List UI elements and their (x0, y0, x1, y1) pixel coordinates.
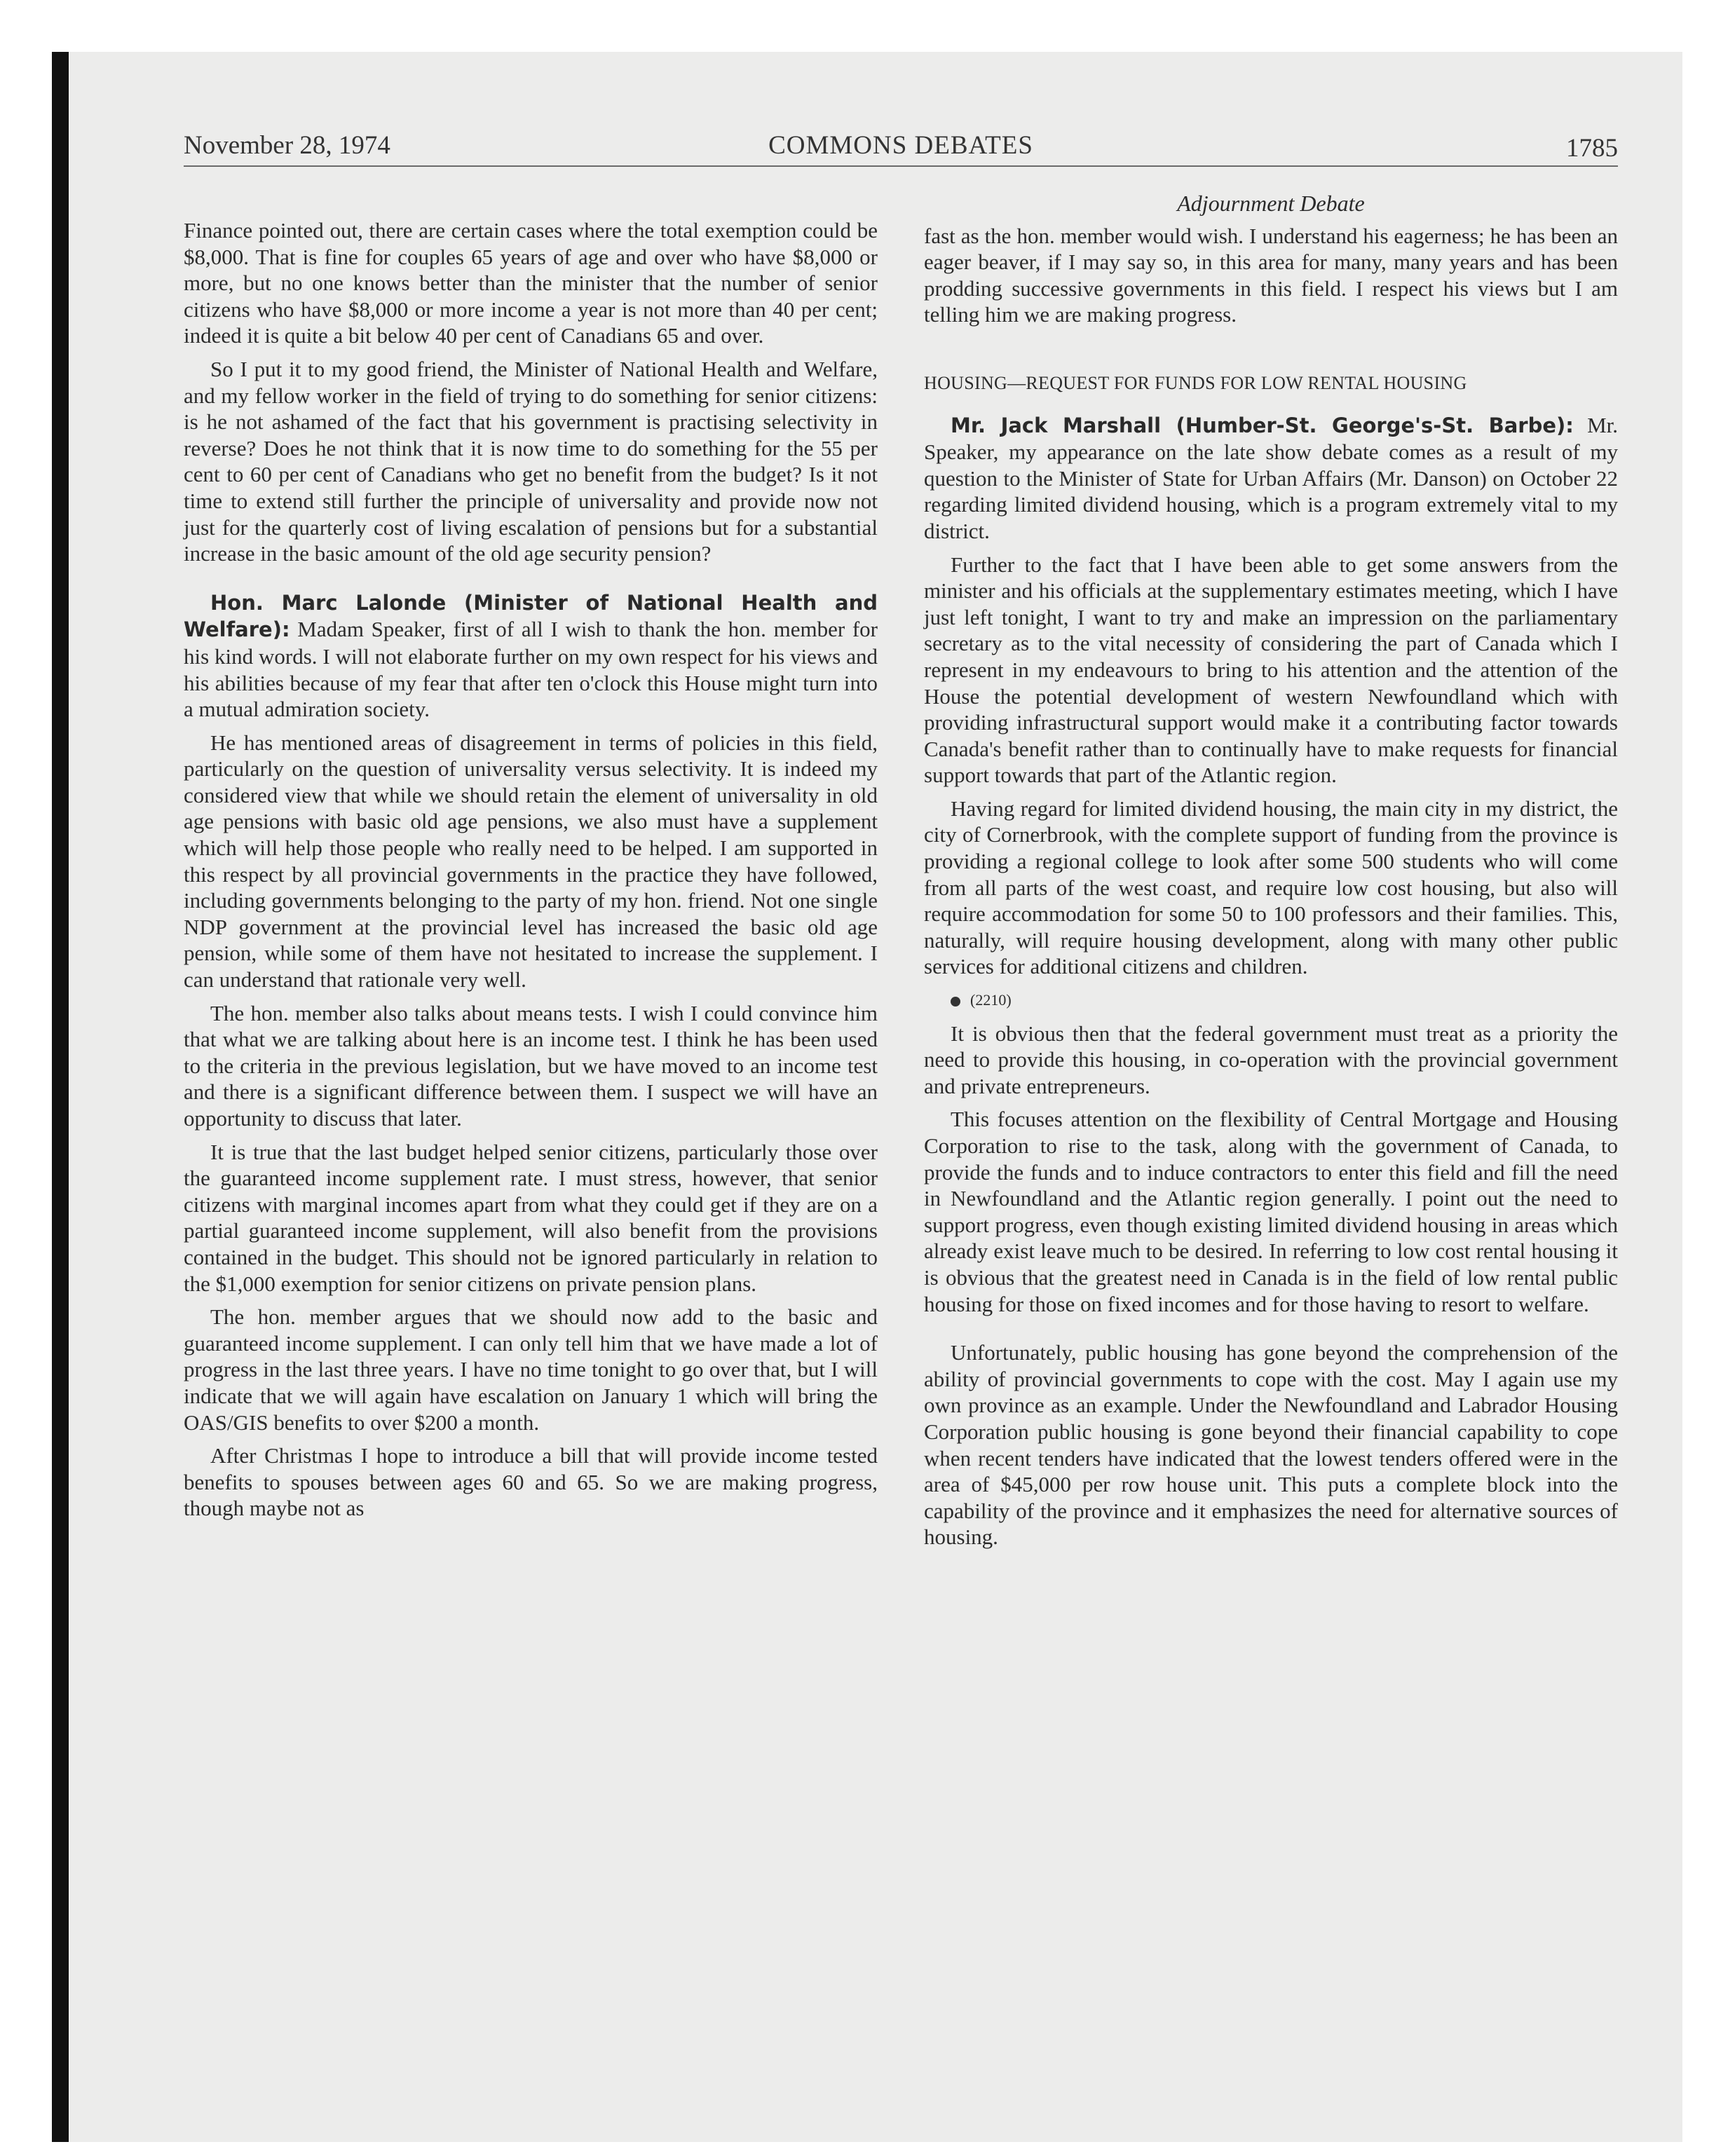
paragraph: So I put it to my good friend, the Minister of National Health and Welfare, and my fellow worker in the field of trying to do something for senior citizens: is he not ashamed of the fact that his government is practising selectivity in reverse? Does he not think that it is now time to do something for the 55 per cent to 60 per cent of Canadians who get no benefit from the budget? Is it not time to extend still further the principle of universality and provide now not just for the quarterly cost of living escalation of pensions but for a substantial increase in the basic amount of the old age security pension? (184, 356, 878, 566)
right-column (924, 191, 1618, 1557)
speech-marshall (924, 412, 1618, 545)
time-marker-text: (2210) (970, 991, 1012, 1009)
header-rule (184, 165, 1618, 167)
paragraph: Finance pointed out, there are certain cases where the total exemption could be $8,000. That is fine for couples 65 years of age and over who have $8,000 or more, but no one knows better than the minister that the number of senior citizens who have $8,000 or more income a year is not more than 40 per cent; indeed it is quite a bit below 40 per cent of Canadians 65 and over. (184, 218, 878, 348)
paragraph: Unfortunately, public housing has gone beyond the comprehension of the ability of provincial governments to cope with the cost. May I again use my own province as an example. Under the Newfoundland and Labrador Housing Corporation public housing is gone beyond their financial capability to cope when recent tenders have indicated that the lowest tenders offered were in the area of $45,000 per row house unit. This puts a complete block into the capability of the province and it emphasizes the need for alternative sources of housing. (924, 1340, 1618, 1550)
running-head: Adjournment Debate (1177, 191, 1365, 216)
paragraph: It is true that the last budget helped senior citizens, particularly those over the guaranteed income supplement rate. I must stress, however, that senior citizens with marginal incomes apart from what they could get if they are on a partial guaranteed income supplement, will also benefit from the provisions contained in the budget. This should not be ignored particularly in relation to the $1,000 exemption for senior citizens on private pension plans. (184, 1139, 878, 1296)
paragraph: The hon. member argues that we should now add to the basic and guaranteed income supplement. I can only tell him that we have made a lot of progress in the last three years. I have no time tonight to go over that, but I will indicate that we will again have escalation on January 1 which will bring the OAS/GIS benefits to over $200 a month. (184, 1304, 878, 1435)
speech-text: Mr. Speaker, my appearance on the late show debate comes as a result of my question to the Minister of State for Urban Affairs (Mr. Danson) on October 22 regarding limited dividend housing, which is a program extremely vital to my district. (924, 412, 1618, 543)
paragraph: Further to the fact that I have been able to get some answers from the minister and his officials at the supplementary estimates meeting, which I have just left tonight, I want to try and make an impression on the parliamentary secretary as to the vital necessity of considering the part of Canada which I represent in my endeavours to bring to his attention and the attention of the House the potential development of western Newfoundland which with providing infrastructural support would make it a contributing factor towards Canada's benefit rather than to continually have to make requests for financial support towards that part of the Atlantic region. (924, 552, 1618, 788)
page-header (184, 130, 1618, 165)
paragraph: Having regard for limited dividend housing, the main city in my district, the city of Cornerbrook, with the complete support of funding from the province is providing a regional college to look after some 500 students who will come from all parts of the west coast, and require low cost housing, but also will require accommodation for some 50 to 100 professors and their families. This, naturally, will require housing development, along with many other public services for additional citizens and children. (924, 796, 1618, 979)
page-number: 1785 (1566, 134, 1618, 163)
section-heading: HOUSING—REQUEST FOR FUNDS FOR LOW RENTAL HOUSING (924, 372, 1467, 393)
paragraph: He has mentioned areas of disagreement in terms of policies in this field, particularly on the question of universality versus selectivity. It is indeed my considered view that while we should retain the element of universality in old age pensions with basic old age pensions, we also must have a supplement which will help those people who really need to be helped. I am supported in this respect by all provincial governments in the practice they have followed, including governments belonging to the party of my hon. friend. Not one single NDP government at the provincial level has increased the basic old age pension, while some of them have not hesitated to increase the supplement. I can understand that rationale very well. (184, 730, 878, 992)
paragraph: After Christmas I hope to introduce a bill that will provide income tested benefits to spouses between ages 60 and 65. So we are making progress, though maybe not as (184, 1443, 878, 1521)
binding-edge (52, 52, 69, 2142)
paragraph: It is obvious then that the federal government must treat as a priority the need to provide this housing, in co-operation with the provincial government and private entrepreneurs. (924, 1021, 1618, 1098)
paragraph: The hon. member also talks about means tests. I wish I could convince him that what we are talking about here is an income test. I think he has been used to the criteria in the previous legislation, but we have moved to an income test and there is a significant difference between them. I suspect we will have an opportunity to discuss that later. (184, 1000, 878, 1131)
speech-text: Madam Speaker, first of all I wish to thank the hon. member for his kind words. I will not elaborate further on my own respect for his views and his abilities because of my fear that after ten o'clock this House might turn into a mutual admiration society. (184, 617, 878, 722)
speaker-name: Hon. Marc Lalonde (Minister of National Health and Welfare): (184, 590, 878, 642)
speech-lalonde (184, 589, 878, 723)
paragraph: fast as the hon. member would wish. I understand his eagerness; he has been an eager beaver, if I may say so, in this area for many, many years and has been prodding successive governments in this field. I respect his views but I am telling him we are making progress. (924, 223, 1618, 327)
bullet-icon (951, 997, 960, 1007)
header-title: COMMONS DEBATES (768, 131, 1033, 160)
paragraph: This focuses attention on the flexibility of Central Mortgage and Housing Corporation to rise to the task, along with the government of Canada, to provide the funds and to induce contractors to enter this field and fill the need in Newfoundland and the Atlantic region generally. I point out the need to support progress, even though existing limited dividend housing in areas which already exist leave much to be desired. In referring to low cost rental housing it is obvious that the greatest need in Canada is in the field of low rental public housing for those on fixed incomes and for those having to resort to welfare. (924, 1107, 1618, 1316)
header-date: November 28, 1974 (184, 131, 390, 160)
left-column (184, 217, 878, 1529)
speaker-name: Mr. Jack Marshall (Humber-St. George's-St. Barbe): (951, 413, 1574, 437)
time-marker (924, 987, 1618, 1014)
